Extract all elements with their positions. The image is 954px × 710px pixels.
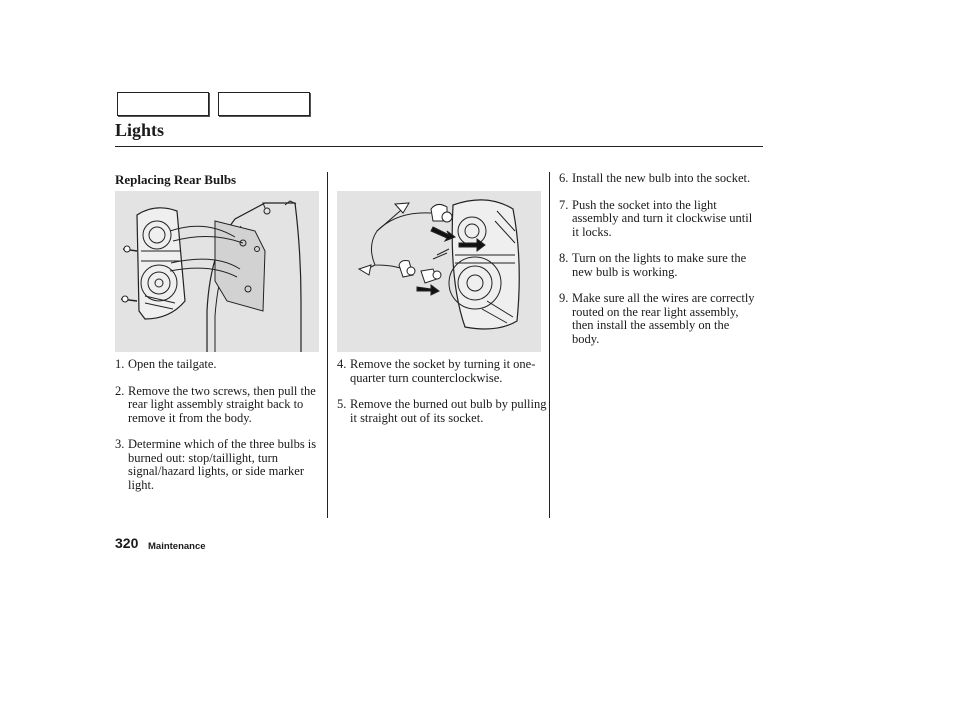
nav-button-1[interactable] [117,92,209,116]
steps-list-column-1 [115,358,320,505]
list-item: 1. Open the tailgate. [115,357,217,371]
list-item: 3. Determine which of the three bulbs is burned out: stop/taillight, turn signal/hazard lights, or side marker light. [115,437,317,492]
list-item: 5. Remove the burned out bulb by pulling it straight out of its socket. [337,397,547,425]
rear-light-assembly-illustration [115,191,319,352]
nav-button-2[interactable] [218,92,310,116]
list-item: 2. Remove the two screws, then pull the rear light assembly straight back to remove it from the body. [115,383,316,425]
column-divider-1 [327,172,328,518]
column-divider-2 [549,172,550,518]
socket-removal-illustration [337,191,541,352]
footer-section-label: Maintenance [148,541,206,552]
list-item: 4. Remove the socket by turning it one-quarter turn counterclockwise. [337,357,536,385]
steps-list-column-2 [337,358,547,438]
list-item: 8. Turn on the lights to make sure the new bulb is working. [559,251,747,279]
list-item: 9. Make sure all the wires are correctly routed on the rear light assembly, then install the assembly on the body. [559,291,755,346]
title-divider [115,146,763,147]
page-title: Lights [115,120,165,140]
list-item: 6. Install the new bulb into the socket. [559,171,751,185]
page-number: 320 [115,535,139,551]
section-heading: Replacing Rear Bulbs [115,172,237,187]
steps-list-column-3 [559,172,759,359]
list-item: 7. Push the socket into the light assembly and turn it clockwise until it locks. [559,197,753,239]
